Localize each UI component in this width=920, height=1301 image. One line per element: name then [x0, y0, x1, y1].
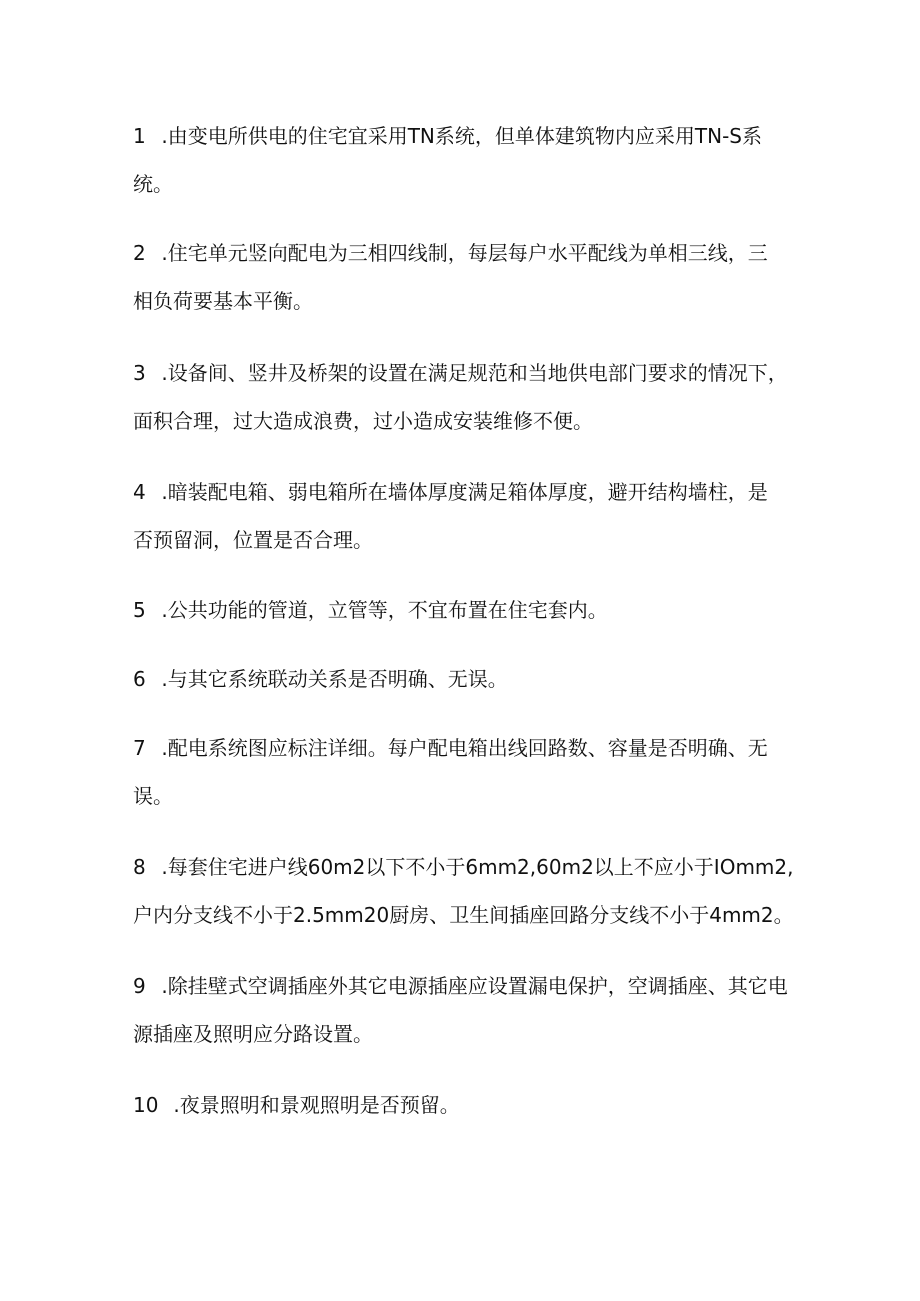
- item-number: 3: [133, 361, 146, 385]
- list-item: [133, 112, 795, 208]
- item-number: 1: [133, 124, 146, 148]
- item-line-1: [133, 655, 795, 703]
- item-line-2: 否预留洞，位置是否合理。: [133, 528, 373, 552]
- list-item: [133, 349, 795, 445]
- item-number: 7: [133, 736, 146, 760]
- item-line-1: [133, 468, 795, 516]
- item-text: .由变电所供电的住宅宜采用TN系统，但单体建筑物内应采用TN-S系: [155, 124, 762, 148]
- item-line-2: 相负荷要基本平衡。: [133, 289, 313, 313]
- list-item: [133, 586, 795, 634]
- item-line-2: 统。: [133, 172, 173, 196]
- item-number: 10: [133, 1093, 159, 1117]
- list-item: [133, 468, 795, 564]
- item-line-1: [133, 229, 795, 277]
- item-line-1: [133, 724, 795, 772]
- list-item: [133, 655, 795, 703]
- item-text: .设备间、竖井及桥架的设置在满足规范和当地供电部门要求的情况下，: [155, 361, 788, 385]
- item-line-2: 面积合理，过大造成浪费，过小造成安装维修不便。: [133, 409, 593, 433]
- item-line-1: [133, 586, 795, 634]
- list-item: [133, 229, 795, 325]
- item-number: 6: [133, 667, 146, 691]
- item-line-1: [133, 962, 795, 1010]
- list-item: [133, 962, 795, 1058]
- item-text: .除挂壁式空调插座外其它电源插座应设置漏电保护，空调插座、其它电: [155, 974, 788, 998]
- item-text: .配电系统图应标注详细。每户配电箱出线回路数、容量是否明确、无: [155, 736, 768, 760]
- item-line-2: 户内分支线不小于2.5mm20厨房、卫生间插座回路分支线不小于4mm2。: [133, 903, 794, 927]
- item-number: 2: [133, 241, 146, 265]
- item-number: 8: [133, 855, 146, 879]
- list-item: [133, 1081, 795, 1129]
- item-line-1: [133, 112, 795, 160]
- item-line-2: 源插座及照明应分路设置。: [133, 1022, 373, 1046]
- item-number: 4: [133, 480, 146, 504]
- item-text: .暗装配电箱、弱电箱所在墙体厚度满足箱体厚度，避开结构墙柱，是: [155, 480, 768, 504]
- item-text: .每套住宅进户线60m2以下不小于6mm2,60m2以上不应小于IOmm2,: [155, 855, 794, 879]
- list-item: [133, 843, 795, 939]
- item-text: .夜景照明和景观照明是否预留。: [167, 1093, 460, 1117]
- item-line-1: [133, 843, 795, 891]
- item-text: .与其它系统联动关系是否明确、无误。: [155, 667, 508, 691]
- item-text: .住宅单元竖向配电为三相四线制，每层每户水平配线为单相三线，三: [155, 241, 768, 265]
- item-text: .公共功能的管道，立管等，不宜布置在住宅套内。: [155, 598, 608, 622]
- list-item: [133, 724, 795, 820]
- item-line-1: [133, 1081, 795, 1129]
- item-line-1: [133, 349, 795, 397]
- item-number: 5: [133, 598, 146, 622]
- item-line-2: 误。: [133, 784, 173, 808]
- item-number: 9: [133, 974, 146, 998]
